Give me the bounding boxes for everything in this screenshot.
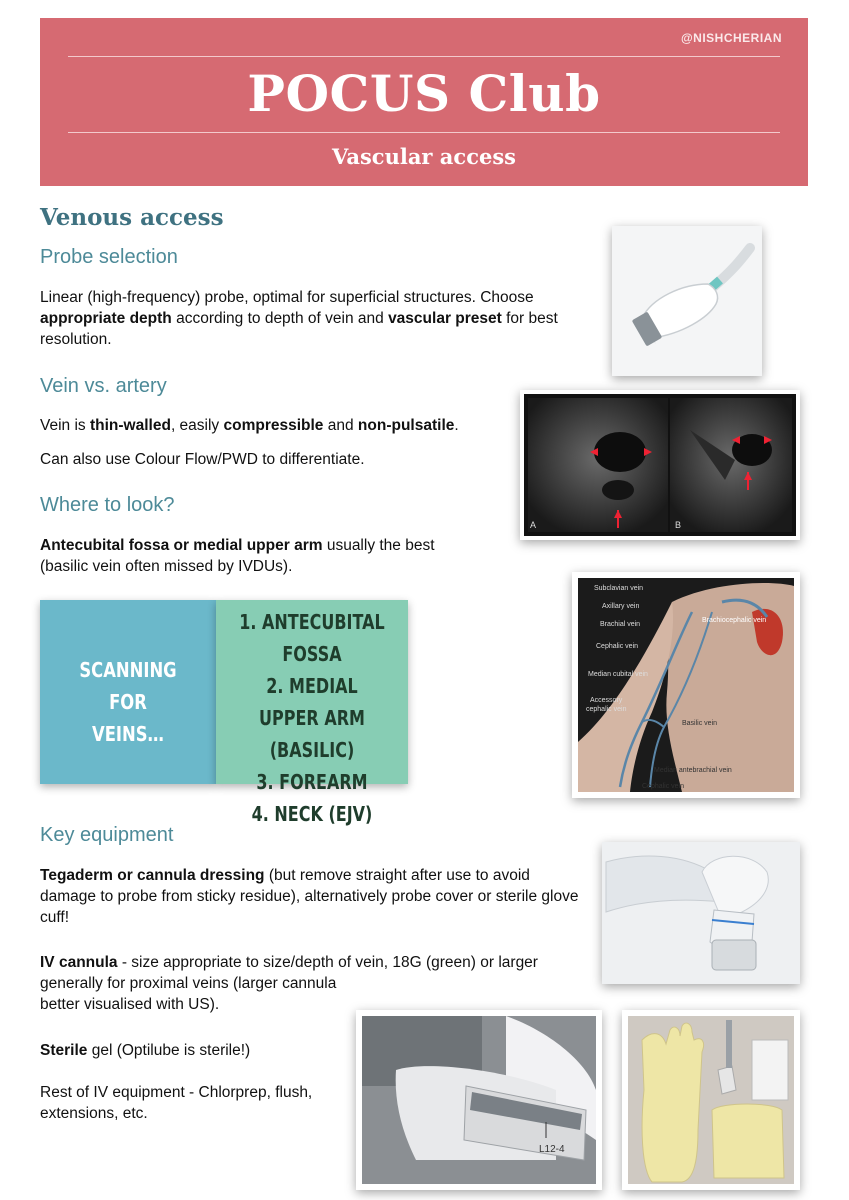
vein-artery-heading: Vein vs. artery xyxy=(40,375,167,397)
colour-flow-text: Can also use Colour Flow/PWD to differentiate. xyxy=(40,451,365,468)
page-subtitle: Vascular access xyxy=(332,144,516,169)
probe-heading: Probe selection xyxy=(40,246,178,268)
equipment-rest-text: Rest of IV equipment - Chlorprep, flush, extensions, etc. xyxy=(40,1084,313,1122)
label-subclavian: Subclavian vein xyxy=(594,585,644,592)
where-text: Antecubital fossa or medial upper arm usually the best (basilic vein often missed by IVDUs). xyxy=(40,537,435,575)
sterile-gloves-photo xyxy=(622,1010,800,1190)
section-title: Venous access xyxy=(40,204,224,231)
equipment-cannula-text-2: better visualised with US). xyxy=(40,996,220,1013)
equipment-gel-text: Sterile gel (Optilube is sterile!) xyxy=(40,1042,251,1059)
tegaderm-photo xyxy=(602,842,800,984)
scan-item: 2. MEDIAL UPPER ARM xyxy=(259,674,365,730)
ultrasound-label-a: A xyxy=(530,520,537,530)
probe-model-label: L12-4 xyxy=(539,1144,565,1155)
equipment-cannula-text: IV cannula - size appropriate to size/depth of vein, 18G (green) or larger generally for proximal veins (larger cannula xyxy=(40,954,538,992)
scan-item: 4. NECK (EJV) xyxy=(251,802,373,826)
label-median-ante: Median antebrachial vein xyxy=(654,767,732,774)
scanning-title-line2: VEINS… xyxy=(92,722,164,746)
page-title: POCUS Club xyxy=(247,64,601,123)
scanning-list-box xyxy=(216,600,408,826)
label-median-cubital: Median cubital vein xyxy=(588,671,648,678)
label-accessory-1: Accessory xyxy=(590,697,623,704)
label-cephalic-low: Cephalic vein xyxy=(642,783,685,790)
label-axillary: Axillary vein xyxy=(602,603,640,610)
label-brachiocephalic: Brachiocephalic vein xyxy=(702,617,767,624)
scanning-title-box xyxy=(40,600,216,784)
scan-item: 3. FOREARM xyxy=(256,770,368,794)
ultrasound-image xyxy=(520,390,800,540)
author-handle: @NISHCHERIAN xyxy=(680,31,782,45)
vein-artery-text: Vein is thin-walled, easily compressible and non-pulsatile. xyxy=(40,417,459,434)
scan-item: (BASILIC) xyxy=(269,738,355,762)
where-heading: Where to look? xyxy=(40,494,175,516)
header-banner xyxy=(40,18,808,186)
banner-rule-bottom xyxy=(68,132,780,133)
probe-glove-photo xyxy=(356,1010,602,1190)
probe-photo xyxy=(612,226,762,376)
scan-item: 1. ANTECUBITAL FOSSA xyxy=(239,610,385,666)
label-brachial: Brachial vein xyxy=(600,621,641,628)
scanning-title-line1: SCANNING FOR xyxy=(79,658,177,714)
label-cephalic: Cephalic vein xyxy=(596,643,639,650)
probe-text: Linear (high-frequency) probe, optimal for superficial structures. Choose appropriate depth according to depth of vein and vascular preset for best resolution. xyxy=(40,289,558,348)
ultrasound-label-b: B xyxy=(675,520,682,530)
equipment-heading: Key equipment xyxy=(40,824,174,846)
arm-veins-diagram xyxy=(572,572,800,798)
label-basilic: Basilic vein xyxy=(682,720,718,727)
equipment-dressing-text: Tegaderm or cannula dressing (but remove straight after use to avoid damage to probe from sticky residue), alternatively probe cover or sterile glove cuff! xyxy=(40,867,579,926)
banner-rule-top xyxy=(68,56,780,57)
label-accessory-2: cephalic vein xyxy=(586,706,627,713)
